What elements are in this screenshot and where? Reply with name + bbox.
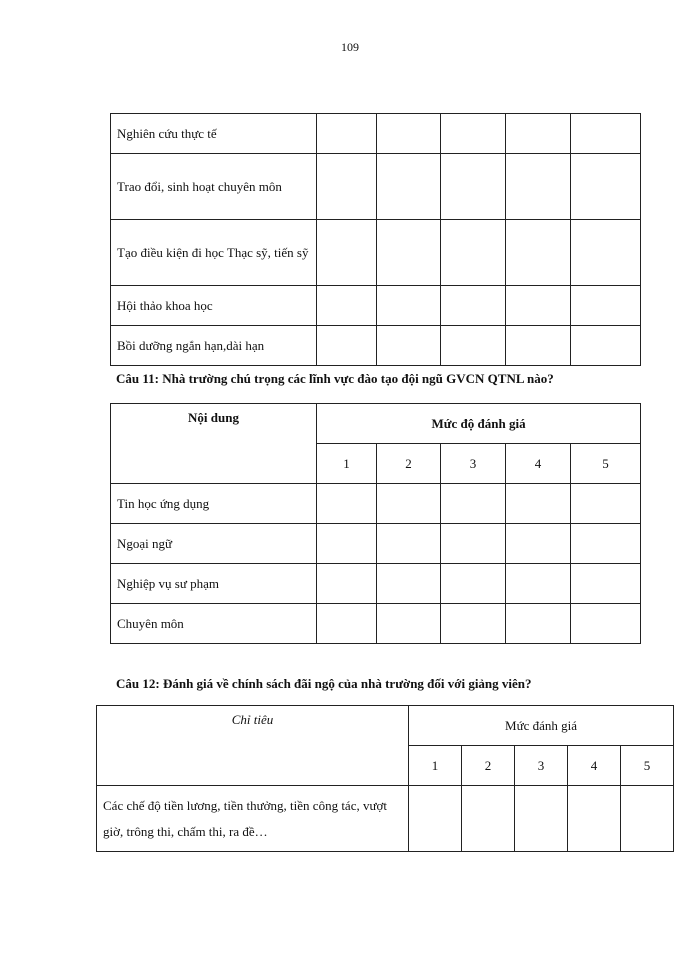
table-row [111, 604, 641, 644]
training-forms-table [110, 113, 641, 366]
level-2: 2 [377, 444, 441, 484]
question-11-title: Câu 11: Nhà trường chú trọng các lĩnh vực đào tạo đội ngũ GVCN QTNL nào? [116, 371, 554, 386]
question-12-table [96, 705, 674, 852]
rating-cell[interactable] [317, 286, 377, 326]
table-row [111, 564, 641, 604]
rating-cell[interactable] [506, 154, 571, 220]
table-header-row [111, 404, 641, 444]
rating-cell[interactable] [317, 524, 377, 564]
rating-cell[interactable] [317, 484, 377, 524]
rating-cell[interactable] [462, 786, 515, 852]
rating-cell[interactable] [377, 154, 441, 220]
rating-cell[interactable] [441, 114, 506, 154]
rating-cell[interactable] [441, 524, 506, 564]
level-4: 4 [568, 746, 621, 786]
rating-cell[interactable] [506, 564, 571, 604]
rating-cell[interactable] [571, 154, 641, 220]
rating-cell[interactable] [441, 154, 506, 220]
rating-cell[interactable] [571, 484, 641, 524]
rating-cell[interactable] [571, 114, 641, 154]
rating-cell[interactable] [377, 604, 441, 644]
rating-cell[interactable] [506, 524, 571, 564]
table-row [111, 286, 641, 326]
rating-cell[interactable] [317, 154, 377, 220]
rating-cell[interactable] [317, 114, 377, 154]
level-1: 1 [317, 444, 377, 484]
rating-cell[interactable] [317, 326, 377, 366]
rating-cell[interactable] [441, 604, 506, 644]
table-row [111, 524, 641, 564]
row-label: Nghiệp vụ sư phạm [111, 564, 317, 604]
row-label: Các chế độ tiền lương, tiền thưởng, tiền công tác, vượt giờ, trông thi, chấm thi, ra đề… [97, 786, 409, 852]
rating-cell[interactable] [571, 564, 641, 604]
rating-cell[interactable] [377, 114, 441, 154]
row-label: Ngoại ngữ [111, 524, 317, 564]
table-row [111, 154, 641, 220]
level-2: 2 [462, 746, 515, 786]
row-label: Tạo điều kiện đi học Thạc sỹ, tiến sỹ [111, 220, 317, 286]
header-criteria: Chỉ tiêu [97, 706, 409, 786]
rating-cell[interactable] [506, 326, 571, 366]
rating-cell[interactable] [571, 220, 641, 286]
rating-cell[interactable] [377, 484, 441, 524]
rating-cell[interactable] [441, 220, 506, 286]
rating-cell[interactable] [441, 326, 506, 366]
header-rating: Mức độ đánh giá [317, 404, 641, 444]
rating-cell[interactable] [441, 564, 506, 604]
rating-cell[interactable] [441, 286, 506, 326]
table-row [97, 786, 674, 852]
rating-cell[interactable] [515, 786, 568, 852]
table-row [111, 220, 641, 286]
rating-cell[interactable] [317, 564, 377, 604]
rating-cell[interactable] [506, 604, 571, 644]
rating-cell[interactable] [377, 326, 441, 366]
level-1: 1 [409, 746, 462, 786]
level-5: 5 [571, 444, 641, 484]
page-number: 109 [341, 40, 359, 54]
rating-cell[interactable] [571, 524, 641, 564]
rating-cell[interactable] [571, 604, 641, 644]
question-12-title: Câu 12: Đánh giá về chính sách đãi ngộ của nhà trường đối với giảng viên? [116, 676, 532, 691]
row-label: Bồi dưỡng ngắn hạn,dài hạn [111, 326, 317, 366]
rating-cell[interactable] [568, 786, 621, 852]
level-5: 5 [621, 746, 674, 786]
table-row [111, 484, 641, 524]
rating-cell[interactable] [377, 564, 441, 604]
rating-cell[interactable] [409, 786, 462, 852]
rating-cell[interactable] [317, 220, 377, 286]
row-label: Chuyên môn [111, 604, 317, 644]
rating-cell[interactable] [506, 484, 571, 524]
header-content: Nội dung [111, 404, 317, 484]
level-3: 3 [515, 746, 568, 786]
rating-cell[interactable] [377, 524, 441, 564]
rating-cell[interactable] [506, 286, 571, 326]
row-label: Trao đổi, sinh hoạt chuyên môn [111, 154, 317, 220]
table-header-row [97, 706, 674, 746]
rating-cell[interactable] [377, 220, 441, 286]
table-row [111, 326, 641, 366]
level-3: 3 [441, 444, 506, 484]
rating-cell[interactable] [571, 326, 641, 366]
question-11-table [110, 403, 641, 644]
row-label: Nghiên cứu thực tế [111, 114, 317, 154]
rating-cell[interactable] [377, 286, 441, 326]
level-4: 4 [506, 444, 571, 484]
row-label: Hội thảo khoa học [111, 286, 317, 326]
rating-cell[interactable] [506, 114, 571, 154]
rating-cell[interactable] [441, 484, 506, 524]
table-row [111, 114, 641, 154]
header-rating: Mức đánh giá [409, 706, 674, 746]
rating-cell[interactable] [317, 604, 377, 644]
rating-cell[interactable] [571, 286, 641, 326]
rating-cell[interactable] [621, 786, 674, 852]
rating-cell[interactable] [506, 220, 571, 286]
row-label: Tin học ứng dụng [111, 484, 317, 524]
